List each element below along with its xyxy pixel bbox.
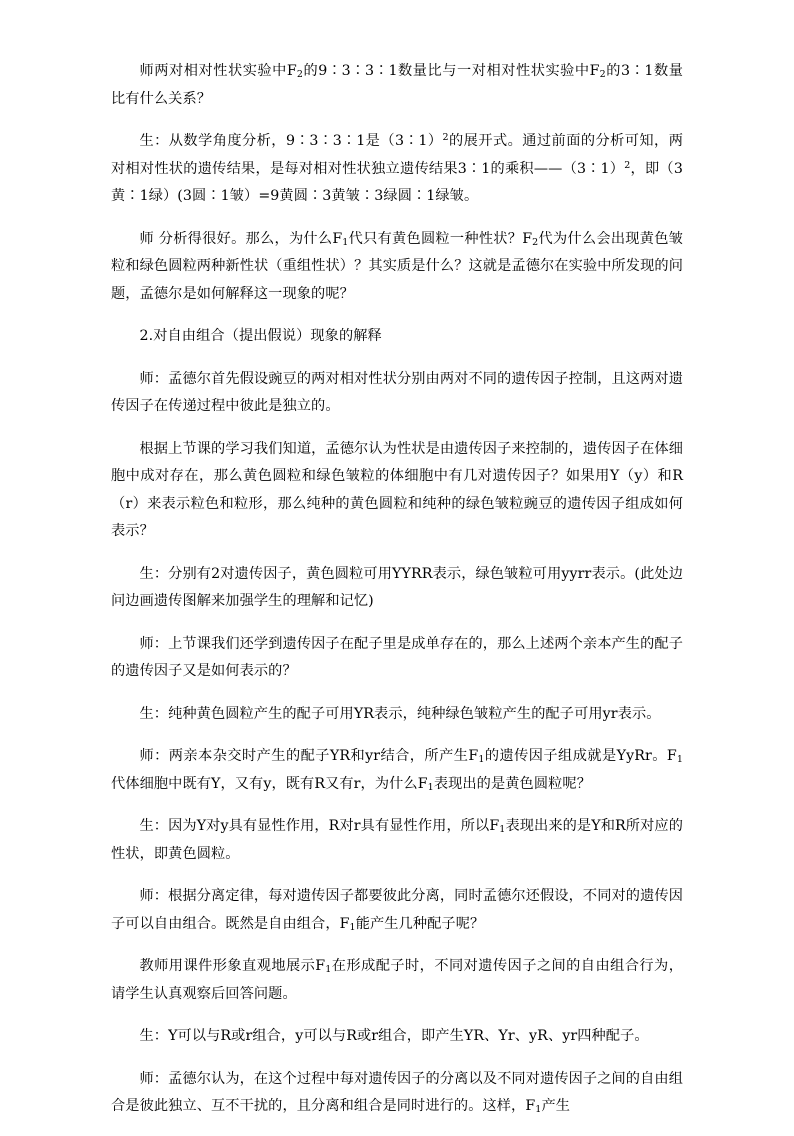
text-run: 代体细胞中既有Y，又有y，既有R又有r，为什么F xyxy=(111,775,428,792)
superscript: 2 xyxy=(624,159,631,171)
text-run: 的展开式。通过前面的分析可知，两对相对性状的遗传结果，是每对相对性状独立遗传结果3∶1的乘积——（3∶1） xyxy=(111,133,683,177)
text-run: 的遗传因子组成就是YyRr。F xyxy=(484,748,677,764)
text-run: 教师用课件形象直观地展示F xyxy=(139,958,326,974)
subscript: 2 xyxy=(532,236,539,248)
paragraph-1 xyxy=(111,58,683,113)
text-run: 能产生几种配子呢？ xyxy=(355,915,485,932)
text-run: 生：因为Y对y具有显性作用，R对r具有显性作用，所以F xyxy=(139,818,500,834)
paragraph-13 xyxy=(111,953,683,1008)
subscript: 1 xyxy=(342,236,349,248)
text-run: 师：两亲本杂交时产生的配子YR和yr结合，所产生F xyxy=(139,748,479,764)
text-run: 的3∶1数量比有什么关系？ xyxy=(111,63,683,107)
paragraph-9 xyxy=(111,701,683,729)
section-heading xyxy=(111,323,683,351)
subscript: 1 xyxy=(325,964,332,975)
subscript: 1 xyxy=(499,824,506,835)
paragraph-5 xyxy=(111,366,683,421)
document-page xyxy=(111,58,683,1136)
paragraph-7 xyxy=(111,561,683,616)
paragraph-10 xyxy=(111,743,683,798)
text-run: 生：分别有2对遗传因子，黄色圆粒可用YYRR表示，绿色皱粒可用yyrr表示。(此处边问边画遗传图解来加强学生的理解和记忆) xyxy=(111,565,683,609)
subscript: 1 xyxy=(676,754,683,765)
paragraph-12 xyxy=(111,883,683,938)
paragraph-3 xyxy=(111,226,683,309)
paragraph-6 xyxy=(111,436,683,546)
paragraph-15 xyxy=(111,1066,683,1121)
subscript: 2 xyxy=(599,69,606,80)
text-run: 师：根据分离定律，每对遗传因子都要彼此分离，同时孟德尔还假设，不同对的遗传因子可以自由组合。既然是自由组合，F xyxy=(111,888,683,932)
text-run: 代为什么会出现黄色皱粒和绿色圆粒两种新性状（重组性状）？其实质是什么？这就是孟德尔在实验中所发现的问题，孟德尔是如何解释这一现象的呢？ xyxy=(111,230,683,302)
paragraph-11 xyxy=(111,813,683,868)
subscript: 1 xyxy=(349,921,356,933)
text-run: 表现出来的是Y和R所对应的性状，即黄色圆粒。 xyxy=(111,818,683,862)
subscript: 1 xyxy=(535,1104,542,1115)
text-run: 的9∶3∶3∶1数量比与一对相对性状实验中F xyxy=(303,63,600,79)
text-run: ，即（3黄∶1绿）(3圆∶1皱）=9黄圆∶3黄皱∶3绿圆∶1绿皱。 xyxy=(111,160,683,204)
text-run: 师：孟德尔认为，在这个过程中每对遗传因子的分离以及不同对遗传因子之间的自由组合是彼此独立、互不干扰的，且分离和组合是同时进行的。这样，F xyxy=(111,1070,683,1114)
text-run: 表现出的是黄色圆粒呢？ xyxy=(433,775,591,792)
text-run: 生：Y可以与R或r组合，y可以与R或r组合，即产生YR、Yr、yR、yr四种配子。 xyxy=(139,1028,649,1044)
subscript: 1 xyxy=(427,781,434,793)
text-run: 根据上节课的学习我们知道，孟德尔认为性状是由遗传因子来控制的，遗传因子在体细胞中成对存在，那么黄色圆粒和绿色皱粒的体细胞中有几对遗传因子？如果用Y（y）和R（r）来表示粒色和粒形，那么纯种的黄色圆粒和纯种的绿色皱粒豌豆的遗传因子组成如何表示？ xyxy=(111,440,683,539)
text-run: 2.对自由组合（提出假说）现象的解释 xyxy=(139,328,382,344)
superscript: 2 xyxy=(442,132,449,143)
text-run: 生：纯种黄色圆粒产生的配子可用YR表示，纯种绿色皱粒产生的配子可用yr表示。 xyxy=(139,705,661,722)
subscript: 1 xyxy=(478,754,485,765)
text-run: 代只有黄色圆粒一种性状？F xyxy=(348,230,533,247)
subscript: 2 xyxy=(296,69,304,80)
paragraph-8 xyxy=(111,631,683,686)
text-run: 师：上节课我们还学到遗传因子在配子里是成单存在的，那么上述两个亲本产生的配子的遗传因子又是如何表示的？ xyxy=(111,635,683,679)
text-run: 师两对相对性状实验中F xyxy=(139,63,297,79)
text-run: 生：从数学角度分析，9∶3∶3∶1是（3∶1） xyxy=(139,133,443,149)
text-run: 师：孟德尔首先假设豌豆的两对相对性状分别由两对不同的遗传因子控制，且这两对遗传因子在传递过程中彼此是独立的。 xyxy=(111,370,683,414)
paragraph-2 xyxy=(111,128,683,211)
text-run: 师 分析得很好。那么，为什么F xyxy=(139,230,343,247)
paragraph-14 xyxy=(111,1023,683,1051)
text-run: 在形成配子时，不同对遗传因子之间的自由组合行为，请学生认真观察后回答问题。 xyxy=(111,958,683,1002)
text-run: 产生 xyxy=(541,1098,571,1114)
